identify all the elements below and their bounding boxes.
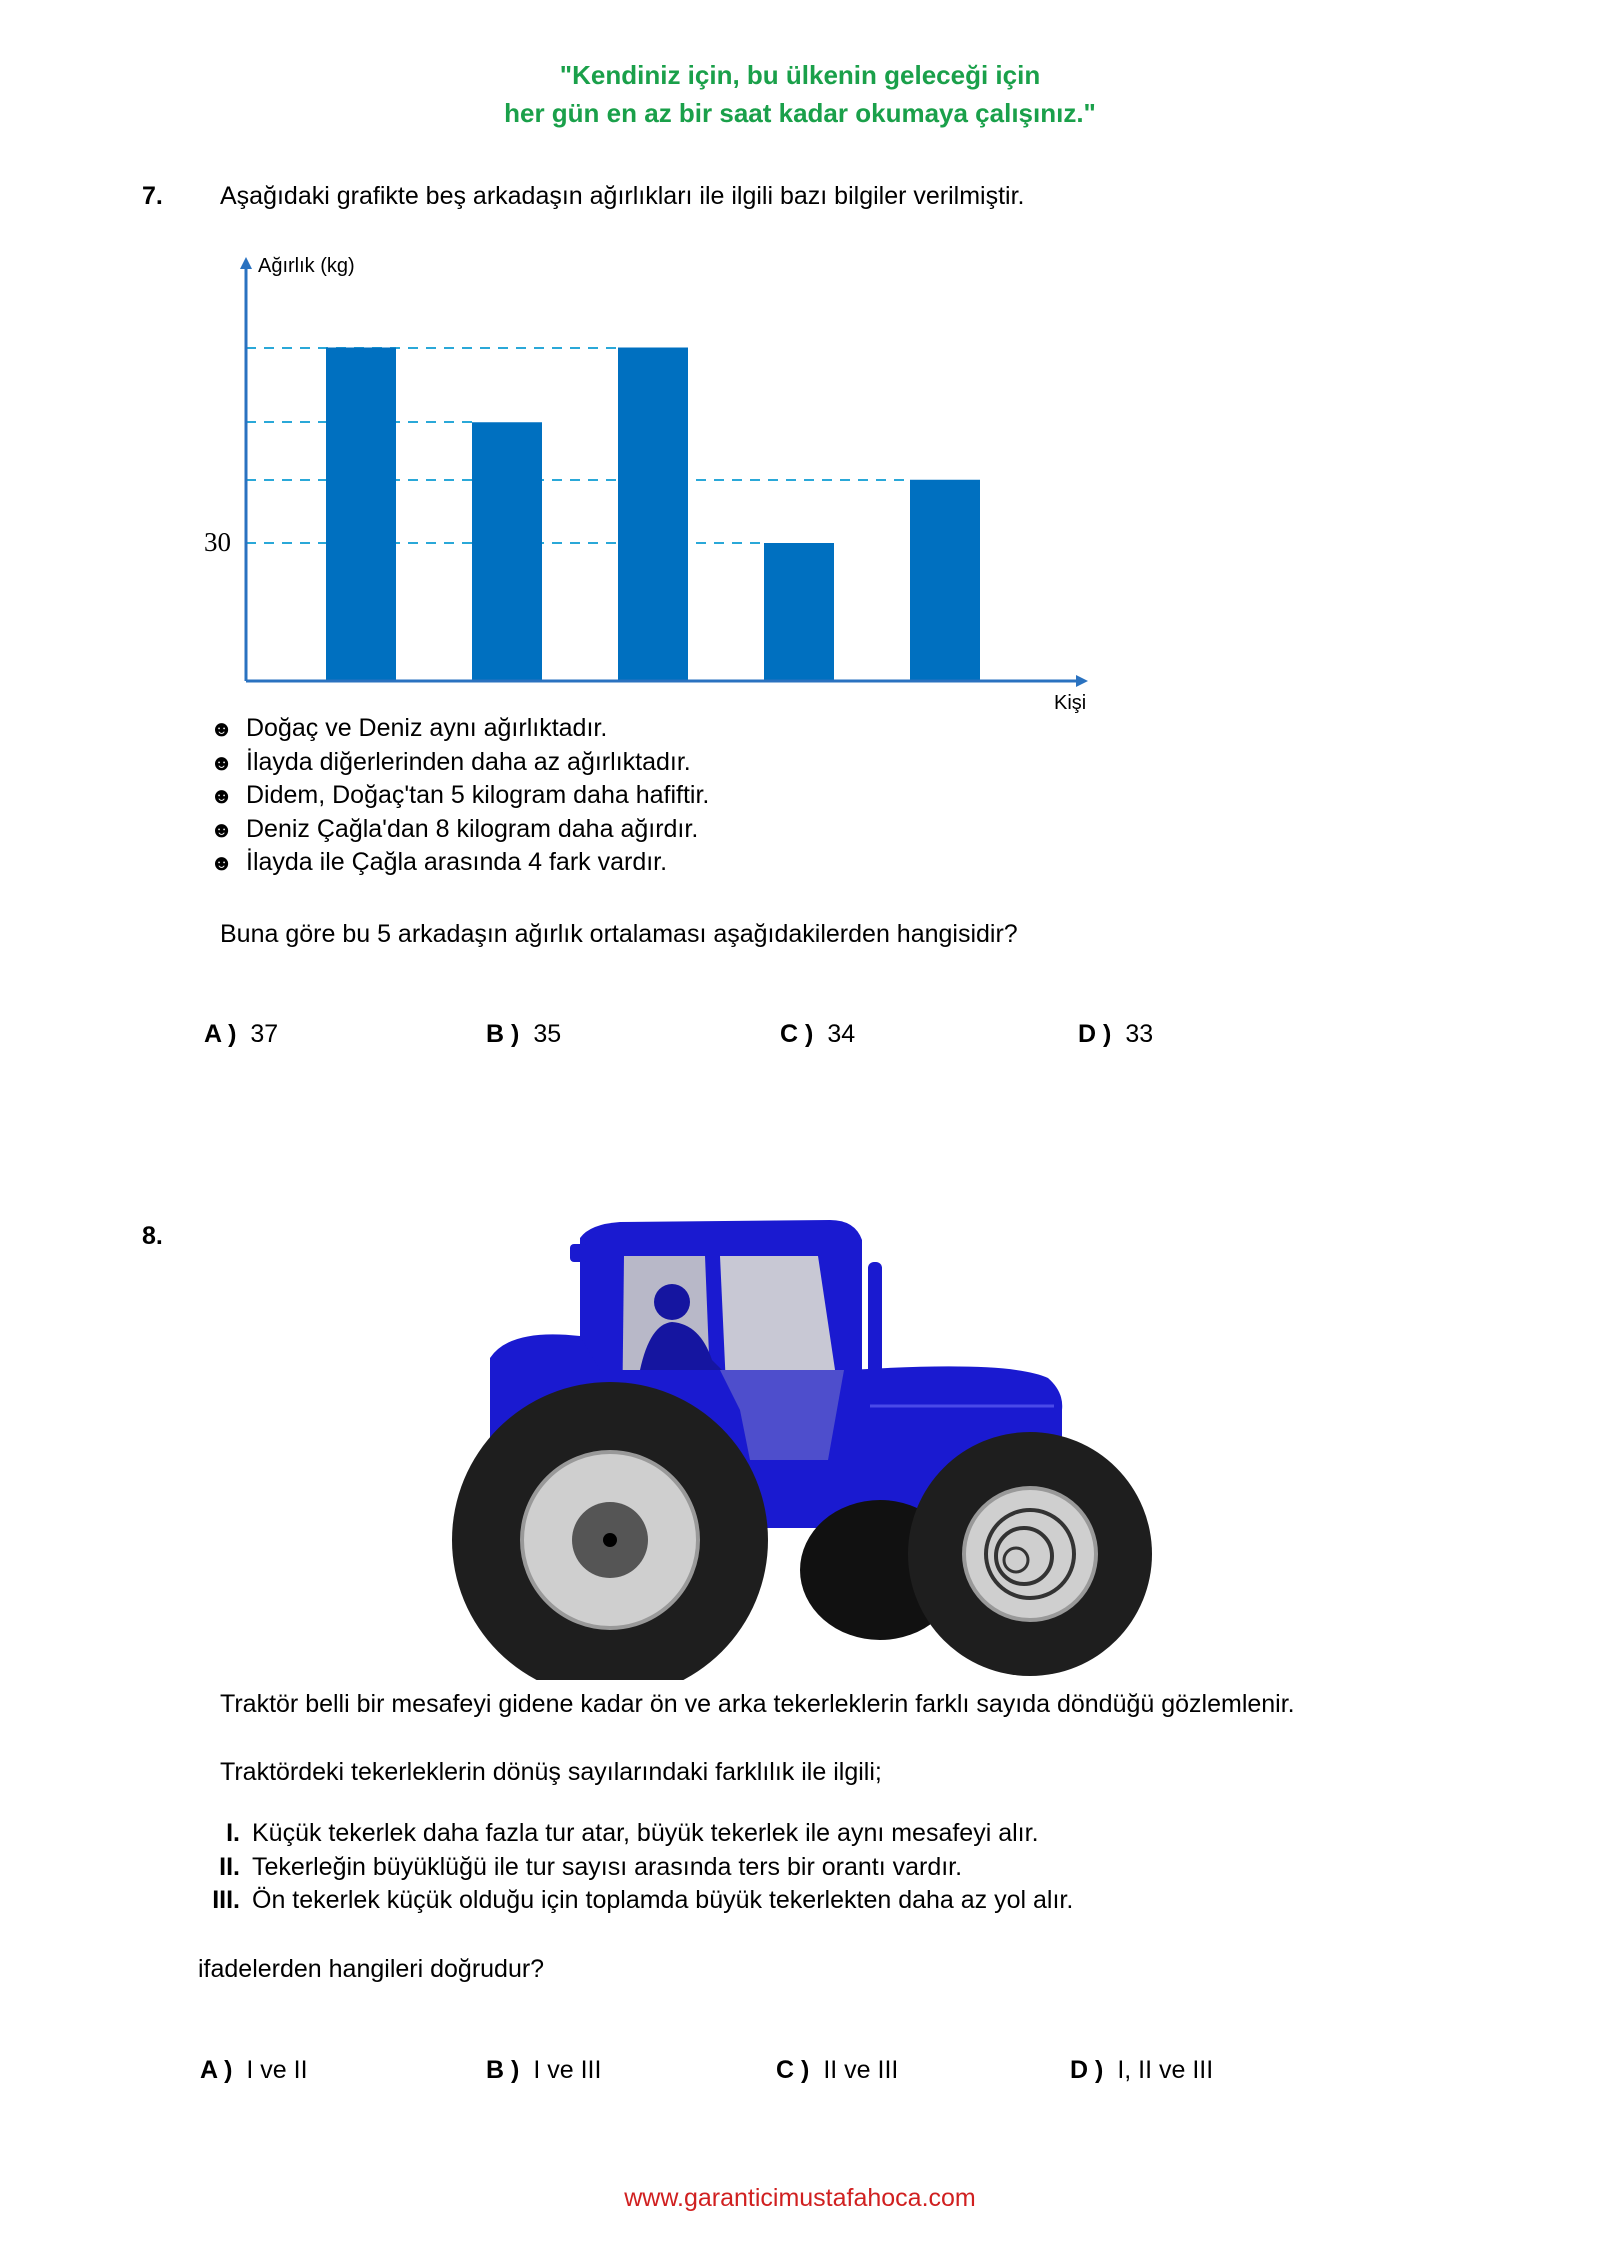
clue-item [210,779,709,813]
smiley-bullet-icon: ☻ [210,850,234,875]
smiley-bullet-icon: ☻ [210,783,234,808]
option-a[interactable] [200,2056,308,2085]
option-letter: C ) [776,2056,810,2084]
question-8-paragraph-2: Traktördeki tekerleklerin dönüş sayılarındaki farklılık ile ilgili; [220,1758,882,1786]
bar-4 [764,543,834,681]
smiley-bullet-icon: ☻ [210,716,234,741]
bar-2 [472,422,542,681]
option-letter: A ) [200,2056,233,2084]
x-axis-label: Kişi [1054,692,1087,714]
statement-item [200,1884,1073,1918]
clue-list [210,712,709,880]
option-text: 33 [1125,1020,1154,1048]
front-wheel-rim [964,1488,1096,1620]
option-text: I, II ve III [1117,2056,1214,2084]
option-text: I ve III [533,2056,602,2084]
clue-item [210,746,709,780]
statement-number: III. [212,1886,240,1914]
quote-line-2: her gün en az bir saat kadar okumaya çalışınız." [504,98,1096,128]
clue-text: Doğaç ve Deniz aynı ağırlıktadır. [246,714,608,742]
statement-item [200,1817,1073,1851]
statement-item [200,1851,1073,1885]
weight-bar-chart [190,245,1110,715]
rear-wheel-axle [603,1533,617,1547]
clue-item [210,846,709,880]
option-text: I ve II [246,2056,308,2084]
clue-text: İlayda ile Çağla arasında 4 fark vardır. [246,848,668,876]
clue-item [210,813,709,847]
driver-head [654,1284,690,1320]
bars-group [326,348,980,682]
question-7-prompt: Buna göre bu 5 arkadaşın ağırlık ortalaması aşağıdakilerden hangisidir? [220,920,1018,948]
option-d[interactable] [1070,2056,1213,2085]
bar-5 [910,480,980,681]
clue-text: Didem, Doğaç'tan 5 kilogram daha hafiftir. [246,781,710,809]
option-b[interactable] [486,2056,601,2085]
option-b[interactable] [486,1020,561,1049]
option-c[interactable] [780,1020,855,1049]
option-letter: D ) [1070,2056,1104,2084]
option-d[interactable] [1078,1020,1153,1049]
statement-number: II. [219,1852,240,1881]
quote-line-1: "Kendiniz için, bu ülkenin geleceği için [559,60,1041,90]
statement-text: Ön tekerlek küçük olduğu için toplamda büyük tekerlekten daha az yol alır. [252,1886,1074,1914]
question-8-number: 8. [142,1222,163,1250]
y-tick-label-30: 30 [204,527,231,557]
question-8-paragraph-1: Traktör belli bir mesafeyi gidene kadar ön ve arka tekerleklerin farklı sayıda döndüğü gözlemlenir. [220,1690,1295,1718]
option-letter: A ) [204,1020,237,1048]
option-text: II ve III [823,2056,899,2084]
option-a[interactable] [204,1020,278,1049]
y-axis-label: Ağırlık (kg) [258,255,355,277]
bar-3 [618,348,688,682]
smiley-bullet-icon: ☻ [210,749,234,775]
clue-text: Deniz Çağla'dan 8 kilogram daha ağırdır. [246,814,699,843]
option-letter: D ) [1078,1020,1112,1048]
cabin-light [570,1244,588,1262]
statement-list [200,1817,1073,1918]
smiley-bullet-icon: ☻ [210,816,234,842]
question-8-prompt: ifadelerden hangileri doğrudur? [198,1955,545,1983]
option-c[interactable] [776,2056,898,2085]
question-7-number: 7. [142,182,163,210]
tractor-illustration [450,1210,1180,1680]
header-quote [0,56,1600,132]
statement-text: Küçük tekerlek daha fazla tur atar, büyük tekerlek ile aynı mesafeyi alır. [252,1819,1039,1847]
footer-website-link[interactable]: www.garanticimustafahoca.com [624,2184,976,2212]
option-letter: C ) [780,1020,814,1048]
statement-number: I. [226,1819,240,1847]
clue-item [210,712,709,746]
option-text: 35 [533,1020,562,1048]
option-text: 37 [250,1020,279,1048]
bar-1 [326,348,396,682]
option-letter: B ) [486,1020,520,1048]
statement-text: Tekerleğin büyüklüğü ile tur sayısı arasında ters bir orantı vardır. [252,1852,963,1881]
option-letter: B ) [486,2056,520,2084]
question-7-stem: Aşağıdaki grafikte beş arkadaşın ağırlıkları ile ilgili bazı bilgiler verilmiştir. [220,182,1025,210]
clue-text: İlayda diğerlerinden daha az ağırlıktadır. [246,747,691,776]
option-text: 34 [827,1020,856,1048]
